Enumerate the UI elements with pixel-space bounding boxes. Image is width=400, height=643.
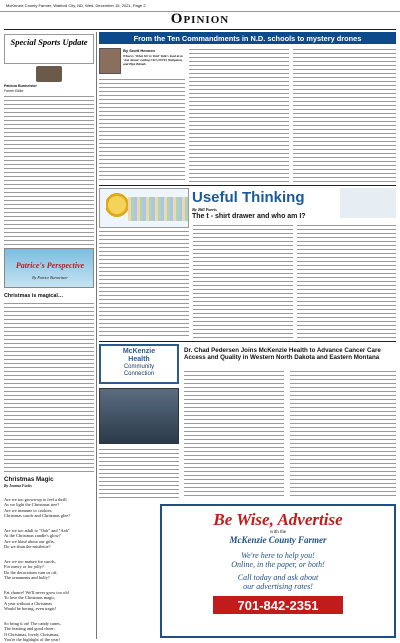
sports-update-body <box>4 95 94 245</box>
sidebar-byline: Patricia Burmeister <box>4 84 37 88</box>
section-rule <box>99 185 396 186</box>
column-divider <box>96 32 97 639</box>
advertise-ad <box>160 504 396 638</box>
poem-stanza-5: So bring it on! The candy canes, The feasting and good cheer; O Christmas, lovely Christmas, You're the highlight of the year! <box>4 621 61 642</box>
poem-stanza-2: Are we too adult to "Ooh" and "Aah" At the Christmas candle's glow? Are we blasé about our gifts, Do we shun the mistletoe? <box>4 528 70 549</box>
commandments-col-2 <box>189 48 289 182</box>
special-sports-title: Special Sports Update <box>10 37 88 47</box>
special-sports-box <box>4 34 94 64</box>
ad-with-the: with the <box>269 530 287 535</box>
poem-title: Christmas Magic <box>4 476 54 483</box>
mckenzie-col-3 <box>290 370 396 498</box>
patrices-perspective-byline: By Patrice Burmeister <box>32 275 68 280</box>
commandments-byline: By Scott Hennen <box>123 48 156 53</box>
author-photo <box>36 66 62 82</box>
ad-line-2: Online, in the paper, or both! <box>231 560 325 569</box>
commandments-col-1 <box>99 78 185 182</box>
logo-line-2: Health <box>128 356 150 363</box>
commandments-subtitle: What is 'What We're Told' Talk's lead-in to 'Ask About' exiting CIO (ONE) Wahpeton, and Pipe Blends <box>123 54 184 66</box>
page-title: Opinion <box>170 11 230 27</box>
logo-line-3: Community <box>123 364 155 370</box>
poem-stanza-3: Are we too mature for carols, For merry or for jolly? Do the decorations turn us off, The ornaments and holly? <box>4 559 58 580</box>
sidebar-byline-role: Farmer Editor <box>4 89 24 93</box>
poem-body <box>4 492 94 643</box>
useful-col-2 <box>193 224 293 338</box>
pedersen-photo <box>99 388 179 444</box>
hennen-photo <box>99 48 121 74</box>
useful-thinking-logo <box>99 188 189 228</box>
mckenzie-col-1 <box>99 448 179 498</box>
lightbulb-icon <box>106 193 128 223</box>
mckenzie-headline: Dr. Chad Pedersen Joins McKenzie Health to Advance Cancer Care Access and Quality in Western North Dakota and Eastern Montana <box>184 347 381 361</box>
masthead-rule <box>4 29 396 30</box>
sidebar-byline-block <box>4 66 94 86</box>
useful-thinking-byline: By Bill Parris <box>192 207 217 212</box>
ad-line-3: Call today and ask about <box>237 573 319 582</box>
header-left: McKenzie County Farmer, Watford City, ND, Wed. December 15, 2021, Page 2 <box>6 3 146 8</box>
poem-stanza-4: Fat chance! We'll never grow too old To love the Christmas magic, A year without a Christmas Would be boring, even tragic! <box>4 590 69 611</box>
useful-thinking-title: Useful Thinking <box>192 189 305 206</box>
logo-line-4: Connection <box>123 371 155 377</box>
patrices-perspective-graphic <box>4 248 94 288</box>
mckenzie-health-logo <box>99 344 179 384</box>
poem-stanza-1: Are we too grown-up to feel a thrill As we light the Christmas tree? Are we immune to cookies, Christmas carols and Christmas glee? <box>4 497 71 518</box>
left-sidebar <box>4 34 94 642</box>
useful-thinking-subtitle: The t - shirt drawer and who am I? <box>192 213 306 220</box>
patrices-perspective-title: Patrice's Perspective <box>15 261 85 270</box>
mckenzie-col-2 <box>184 370 284 498</box>
ad-paper-name: McKenzie County Farmer <box>229 535 327 545</box>
christmas-article-body <box>4 302 94 472</box>
parris-photo-area <box>340 188 396 218</box>
useful-col-1 <box>99 230 189 338</box>
commandments-col-3 <box>293 48 396 182</box>
logo-decoration <box>128 197 188 221</box>
ad-headline: Be Wise, Advertise <box>213 510 343 529</box>
logo-line-1: McKenzie <box>122 348 156 355</box>
commandments-banner: From the Ten Commandments in N.D. schools to mystery drones <box>99 32 396 44</box>
ad-line-1: We're here to help you! <box>241 551 315 560</box>
ad-line-4: our advertising rates! <box>243 582 313 591</box>
poem-byline: By Joanna Fuchs <box>4 484 32 488</box>
section-rule-2 <box>99 341 396 342</box>
useful-col-3 <box>297 224 396 338</box>
ad-phone[interactable]: 701-842-2351 <box>213 596 343 614</box>
christmas-heading: Christmas is magical… <box>4 293 64 299</box>
